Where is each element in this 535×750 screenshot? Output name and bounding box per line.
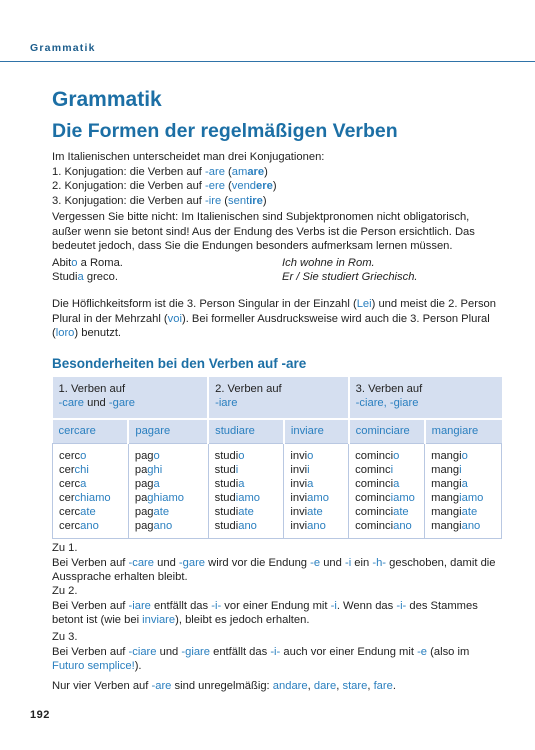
note-label: Zu 1. xyxy=(52,542,78,554)
conj-ending: -ire xyxy=(205,194,222,207)
text-run: ) benutzt. xyxy=(74,327,122,339)
form-ending: i xyxy=(307,464,310,476)
form-stem: cerc xyxy=(59,520,81,532)
verb-highlight: andare xyxy=(272,680,308,692)
form-stem: studi xyxy=(214,506,239,518)
infinitive-cell: mangiare xyxy=(425,419,502,444)
text-run: ). Bei formeller Ausdrucksweise wird auch die 3. Person Plural xyxy=(181,312,490,325)
tense-highlight: Futuro semplice! xyxy=(52,660,135,672)
running-head: Grammatik xyxy=(30,42,96,54)
conjugated-form xyxy=(290,491,342,505)
form-ending: iamo xyxy=(390,492,415,504)
verb-highlight: dare xyxy=(313,680,337,692)
text-run: des Stammes xyxy=(406,599,478,612)
text-run: ). xyxy=(134,660,142,672)
conjugated-form xyxy=(59,519,122,533)
example-ending: a xyxy=(77,271,84,283)
form-stem: cominc xyxy=(355,492,391,504)
text-run: (also im xyxy=(427,645,470,658)
example-rest: greco. xyxy=(83,271,118,283)
form-stem: stud xyxy=(214,464,236,476)
text-run: Bei Verben auf xyxy=(52,645,129,658)
conjugation-intro xyxy=(52,150,502,208)
conj-prefix: 2. Konjugation: die Verben auf xyxy=(52,180,206,192)
form-ending: chi xyxy=(74,464,89,476)
ending-highlight: -e xyxy=(310,556,321,569)
conjugated-form xyxy=(215,449,278,463)
conjugation-line xyxy=(52,179,502,194)
form-stem: cominci xyxy=(355,478,394,490)
group-ending: -gare xyxy=(108,397,136,409)
infinitive-cell: studiare xyxy=(208,419,284,444)
note-2 xyxy=(52,584,502,628)
form-stem: cominc xyxy=(355,464,391,476)
text-run: , xyxy=(336,680,343,692)
conjugated-form xyxy=(431,449,495,463)
conjugated-form xyxy=(59,463,122,477)
conjugated-form xyxy=(290,463,342,477)
text-run: sind unregelmäßig: xyxy=(171,680,273,692)
form-stem: cer xyxy=(59,464,75,476)
ending-highlight: -i- xyxy=(211,599,222,612)
conjugated-form xyxy=(290,505,342,519)
form-ending: ghiamo xyxy=(147,492,184,504)
text-run: und xyxy=(154,556,179,569)
form-stem: pa xyxy=(134,492,148,504)
note-label: Zu 3. xyxy=(52,631,78,643)
form-stem: pag xyxy=(134,478,154,490)
ending-highlight: -gare xyxy=(178,556,206,569)
conjugated-form xyxy=(215,505,278,519)
conjugation-cell xyxy=(208,444,284,539)
form-ending: ate xyxy=(238,506,254,518)
conj-close: ) xyxy=(272,180,277,192)
conj-stem-ending: ire xyxy=(249,194,263,207)
note-1 xyxy=(52,541,502,585)
conjugation-cell xyxy=(128,444,208,539)
text-run: vor einer Endung mit xyxy=(221,599,331,612)
ending-highlight: -care xyxy=(128,556,155,569)
paragraph-line: außer wenn sie betont sind! Aus der Endung des Verbs ist die Person ersichtlich. Das xyxy=(52,225,475,238)
conjugated-form xyxy=(59,477,122,491)
form-ending: ghi xyxy=(147,464,163,476)
paragraph-line xyxy=(52,326,502,341)
verb-highlight: inviare xyxy=(142,614,176,626)
page-subtitle: Die Formen der regelmäßigen Verben xyxy=(52,120,398,142)
form-ending: amo xyxy=(307,492,329,504)
pronoun-loro: loro xyxy=(55,327,75,339)
conjugated-form xyxy=(290,477,342,491)
text-run: Nur vier Verben auf xyxy=(52,680,152,692)
text-run: wird vor die Endung xyxy=(205,556,311,569)
conjugation-line xyxy=(52,165,502,180)
conjugated-form xyxy=(135,463,202,477)
form-ending: ate xyxy=(153,506,170,518)
conjugated-form xyxy=(431,519,495,533)
form-stem: cominci xyxy=(355,450,394,462)
form-stem: cominci xyxy=(355,506,394,518)
conjugation-cell xyxy=(349,444,425,539)
form-ending: i xyxy=(235,464,239,476)
form-ending: a xyxy=(153,478,160,490)
form-ending: o xyxy=(80,450,87,462)
form-stem: cominci xyxy=(355,520,394,532)
paragraph-line: Vergessen Sie bitte nicht: Im Italienischen sind Subjektpronomen nicht obligatorisch, xyxy=(52,211,470,223)
conjugated-form xyxy=(59,449,122,463)
group-ending: -care xyxy=(58,397,84,409)
example-stem: Studi xyxy=(52,271,78,283)
infinitive-cell: cercare xyxy=(53,419,129,444)
conj-close: ) xyxy=(264,165,268,178)
group-ending: -ciare, -giare xyxy=(355,397,419,409)
form-ending: iamo xyxy=(459,492,484,504)
form-ending: iamo xyxy=(235,492,260,504)
conjugated-form xyxy=(135,505,202,519)
conj-close: ) xyxy=(262,194,267,207)
conjugated-form xyxy=(135,477,202,491)
ending-highlight: -i xyxy=(330,599,337,612)
paragraph-line xyxy=(52,297,502,312)
conj-open: ( xyxy=(224,165,232,178)
conjugated-form xyxy=(355,463,418,477)
conj-stem: vend xyxy=(231,180,257,192)
conjugated-form xyxy=(431,505,495,519)
conjugated-form xyxy=(431,491,495,505)
ending-highlight: -giare xyxy=(181,645,210,658)
form-ending: a xyxy=(238,478,245,490)
example-italian xyxy=(52,256,123,271)
conj-ending: -ere xyxy=(205,180,225,192)
conjugated-form xyxy=(215,491,278,505)
conjugated-form xyxy=(59,505,122,519)
form-ending: o xyxy=(461,450,468,462)
text-run: und xyxy=(320,556,345,569)
form-stem: pag xyxy=(134,520,154,532)
form-stem: invi xyxy=(290,478,308,490)
group-label: 2. Verben auf xyxy=(215,383,282,395)
form-ending: o xyxy=(153,450,160,462)
form-stem: cerc xyxy=(59,478,81,490)
note-line xyxy=(52,659,502,674)
conjugated-form xyxy=(431,477,495,491)
form-stem: cerc xyxy=(59,506,81,518)
group-header-row xyxy=(53,377,502,419)
conj-stem-ending: are xyxy=(247,165,265,178)
text-run: entfällt das xyxy=(210,645,271,658)
conjugation-cell xyxy=(53,444,129,539)
form-stem: invi xyxy=(290,520,308,532)
text-run: . Wenn das xyxy=(336,599,397,612)
verb-highlight: fare xyxy=(373,680,393,692)
text-run: , xyxy=(307,680,314,692)
infinitive-row xyxy=(53,419,502,444)
form-ending: ano xyxy=(393,520,412,532)
note-line xyxy=(52,599,502,614)
text-run: Die Höflichkeitsform ist die 3. Person Singular in der Einzahl ( xyxy=(52,298,357,310)
conj-open: ( xyxy=(221,194,229,207)
form-stem: invi xyxy=(290,492,308,504)
conjugated-form xyxy=(355,491,418,505)
form-ending: ano xyxy=(461,520,481,532)
example-translation: Ich wohne in Rom. xyxy=(282,257,375,269)
conjugation-line xyxy=(52,194,502,209)
section-heading: Besonderheiten bei den Verben auf -are xyxy=(52,356,307,371)
form-stem: studi xyxy=(214,520,239,532)
text-run: ( xyxy=(52,327,56,339)
form-stem: pa xyxy=(134,464,148,476)
conj-ending: -are xyxy=(205,165,225,178)
text-run: ), bleibt es jedoch erhalten. xyxy=(175,614,310,626)
text-run: und xyxy=(156,645,182,658)
group-label: 3. Verben auf xyxy=(355,383,423,395)
verb-highlight: stare xyxy=(342,680,368,692)
form-ending: ate xyxy=(80,506,96,518)
form-stem: mangi xyxy=(431,506,462,518)
pronoun-paragraph xyxy=(52,210,502,254)
conjugated-form xyxy=(355,505,418,519)
form-ending: ate xyxy=(393,506,409,518)
conjugated-form xyxy=(135,491,202,505)
conjugation-cell xyxy=(425,444,502,539)
form-ending: o xyxy=(393,450,400,462)
conjugated-form xyxy=(215,463,278,477)
ending-highlight: -i xyxy=(344,556,352,569)
conjugated-form xyxy=(355,519,418,533)
group-header xyxy=(349,377,502,419)
example-stem: Abit xyxy=(52,257,72,269)
conjugated-form xyxy=(355,477,418,491)
page-title: Grammatik xyxy=(52,88,162,111)
form-stem: mang xyxy=(431,492,460,504)
note-line xyxy=(52,613,502,628)
conj-prefix: 3. Konjugation: die Verben auf xyxy=(52,194,206,207)
form-ending: o xyxy=(307,450,314,462)
infinitive-cell: pagare xyxy=(128,419,208,444)
text-run: Bei Verben auf xyxy=(52,599,129,612)
text-run: Bei Verben auf xyxy=(52,556,129,569)
form-stem: pag xyxy=(134,506,154,518)
form-ending: ate xyxy=(461,506,478,518)
form-stem: invi xyxy=(290,450,308,462)
note-line: Aussprache erhalten bleibt. xyxy=(52,571,188,583)
form-ending: a xyxy=(80,478,87,490)
note-line xyxy=(52,679,502,694)
form-stem: studi xyxy=(214,478,239,490)
paragraph-line xyxy=(52,312,502,327)
form-stem: mangi xyxy=(431,450,462,462)
pronoun-voi: voi xyxy=(167,312,182,325)
conj-stem-ending: ere xyxy=(256,180,273,192)
group-ending: -iare xyxy=(215,397,238,409)
paragraph-line: bedeutet jedoch, dass Sie die Endungen besonders aufmerksam lernen müssen. xyxy=(52,240,453,252)
note-line xyxy=(52,556,502,571)
conjugated-form xyxy=(290,519,342,533)
form-ending: a xyxy=(461,478,468,490)
politeness-paragraph xyxy=(52,297,502,341)
form-ending: o xyxy=(238,450,245,462)
group-header xyxy=(208,377,349,419)
irregular-note xyxy=(52,679,502,694)
conjugated-form xyxy=(59,491,122,505)
form-stem: cer xyxy=(59,492,75,504)
conjugated-form xyxy=(215,477,278,491)
form-stem: mangi xyxy=(431,478,462,490)
text-run: entfällt das xyxy=(150,599,212,612)
form-stem: invi xyxy=(290,464,308,476)
conjugated-form xyxy=(290,449,342,463)
infinitive-cell: inviare xyxy=(284,419,349,444)
form-stem: mangi xyxy=(431,520,462,532)
intro-line: Im Italienischen unterscheidet man drei Konjugationen: xyxy=(52,151,325,163)
form-ending: ano xyxy=(80,520,99,532)
verb-table xyxy=(52,377,502,539)
text-run: Plural in der Mehrzahl ( xyxy=(52,312,168,325)
ending-highlight: -e xyxy=(417,645,428,658)
note-label: Zu 2. xyxy=(52,585,78,597)
conj-prefix: 1. Konjugation: die Verben auf xyxy=(52,165,206,178)
text-run: betont ist (wie bei xyxy=(52,614,143,626)
pronoun-lei: Lei xyxy=(356,298,372,310)
form-ending: chiamo xyxy=(74,492,111,504)
conjugated-form xyxy=(135,519,202,533)
conj-stem: sent xyxy=(228,194,250,207)
conjugation-cell xyxy=(284,444,349,539)
page-number: 192 xyxy=(30,709,50,721)
form-ending: ano xyxy=(238,520,257,532)
conjugation-row xyxy=(53,444,502,539)
example-rest: a Roma. xyxy=(77,257,123,269)
text-run: , xyxy=(367,680,374,692)
example-italian xyxy=(52,270,118,285)
form-stem: pag xyxy=(134,450,154,462)
form-ending: a xyxy=(393,478,400,490)
form-ending: i xyxy=(390,464,394,476)
ending-highlight: -ciare xyxy=(128,645,157,658)
note-line xyxy=(52,645,502,660)
header-rule xyxy=(0,61,535,62)
text-run: ) und meist die 2. Person xyxy=(371,298,496,310)
form-stem: invi xyxy=(290,506,308,518)
ending-highlight: -are xyxy=(151,680,172,692)
ending-highlight: -i- xyxy=(270,645,281,658)
conjugated-form xyxy=(135,449,202,463)
group-connector: und xyxy=(84,397,109,409)
conjugated-form xyxy=(355,449,418,463)
group-header xyxy=(53,377,209,419)
ending-highlight: -h- xyxy=(372,556,387,569)
form-stem: stud xyxy=(214,492,236,504)
conjugated-form xyxy=(431,463,495,477)
ending-highlight: -i- xyxy=(396,599,407,612)
conj-open: ( xyxy=(224,180,232,192)
text-run: ein xyxy=(351,556,373,569)
conj-stem: am xyxy=(231,165,248,178)
form-stem: mang xyxy=(431,464,460,476)
example-translation: Er / Sie studiert Griechisch. xyxy=(282,271,418,283)
text-run: geschoben, damit die xyxy=(386,556,496,569)
conjugated-form xyxy=(215,519,278,533)
group-label: 1. Verben auf xyxy=(58,383,126,395)
infinitive-cell: cominciare xyxy=(349,419,425,444)
form-ending: ano xyxy=(153,520,173,532)
form-ending: a xyxy=(307,478,314,490)
text-run: . xyxy=(392,680,396,692)
form-ending: i xyxy=(459,464,462,476)
form-ending: ano xyxy=(307,520,326,532)
text-run: auch vor einer Endung mit xyxy=(280,645,418,658)
form-stem: cerc xyxy=(59,450,81,462)
form-stem: studi xyxy=(214,450,239,462)
ending-highlight: -iare xyxy=(128,599,151,612)
note-3 xyxy=(52,630,502,674)
form-ending: ate xyxy=(307,506,323,518)
example-ending: o xyxy=(71,257,78,269)
